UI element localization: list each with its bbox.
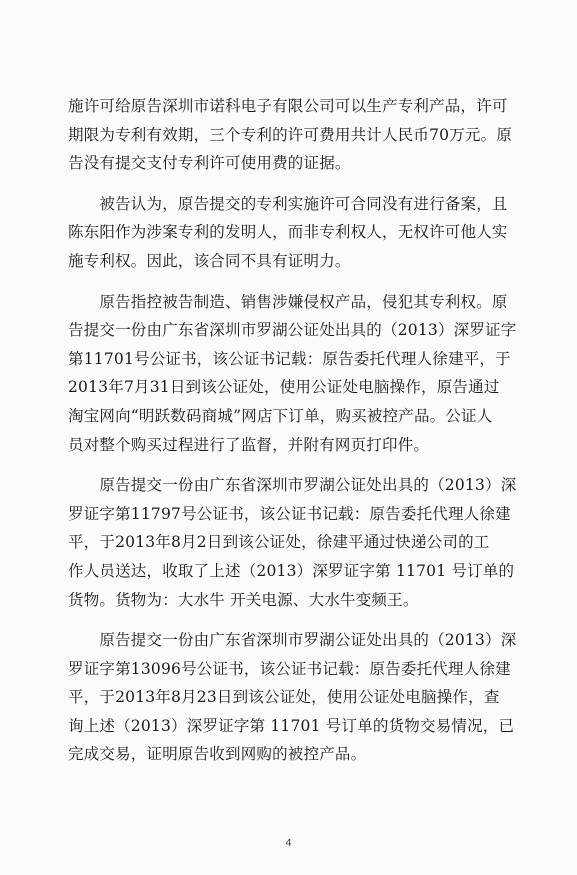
text-line: 期限为专利有效期，三个专利的许可费用共计人民币70万元。原 [68,125,513,144]
paragraph-license-terms [68,92,543,178]
text-line: 原告指控被告制造、销售涉嫌侵权产品，侵犯其专利权。原 [68,292,508,311]
text-line: 陈东阳作为涉案专利的发明人，而非专利权人，无权许可他人实 [68,223,508,242]
paragraph-gap [68,276,543,288]
text-line: 告没有提交支付专利许可使用费的证据。 [68,154,351,173]
document-body [68,92,543,769]
text-line: 完成交易，证明原告收到网购的被控产品。 [68,745,367,764]
text-line: 员对整个购买过程进行了监督，并附有网页打印件。 [68,435,430,454]
text-line: 告提交一份由广东省深圳市罗湖公证处出具的（2013）深罗证字 [68,321,517,340]
page-number: 4 [285,838,292,849]
text-line: 货物。货物为：大水牛 开关电源、大水牛变频王。 [68,590,419,609]
paragraph-defendant-argument [68,190,543,276]
text-line: 作人员送达，收取了上述（2013）深罗证字第 11701 号订单的 [68,561,515,580]
text-line: 淘宝网向“明跃数码商城”网店下订单，购买被控产品。公证人 [68,406,493,425]
text-line: 平，于2013年8月23日到该公证处，使用公证处电脑操作，查 [68,688,500,707]
paragraph-gap [68,178,543,190]
text-line: 询上述（2013）深罗证字第 11701 号订单的货物交易情况，已 [68,716,515,735]
text-line: 原告提交一份由广东省深圳市罗湖公证处出具的（2013）深 [68,631,517,650]
paragraph-gap [68,614,543,626]
paragraph-notarization-11701 [68,288,543,460]
text-line: 2013年7月31日到该公证处，使用公证处电脑操作，原告通过 [68,378,500,397]
text-line: 罗证字第11797号公证书，该公证书记载：原告委托代理人徐建 [68,504,511,523]
text-line: 原告提交一份由广东省深圳市罗湖公证处出具的（2013）深 [68,476,517,495]
paragraph-notarization-11797 [68,471,543,614]
text-line: 平，于2013年8月2日到该公证处，徐建平通过快递公司的工 [68,533,490,552]
text-line: 被告认为，原告提交的专利实施许可合同没有进行备案，且 [68,194,508,213]
text-line: 第11701号公证书，该公证书记载：原告委托代理人徐建平，于 [68,349,511,368]
text-line: 施专利权。因此，该合同不具有证明力。 [68,251,351,270]
paragraph-gap [68,459,543,471]
text-line: 施许可给原告深圳市诺科电子有限公司可以生产专利产品，许可 [68,97,508,115]
paragraph-notarization-13096 [68,626,543,769]
text-line: 罗证字第13096号公证书，该公证书记载：原告委托代理人徐建 [68,659,511,678]
